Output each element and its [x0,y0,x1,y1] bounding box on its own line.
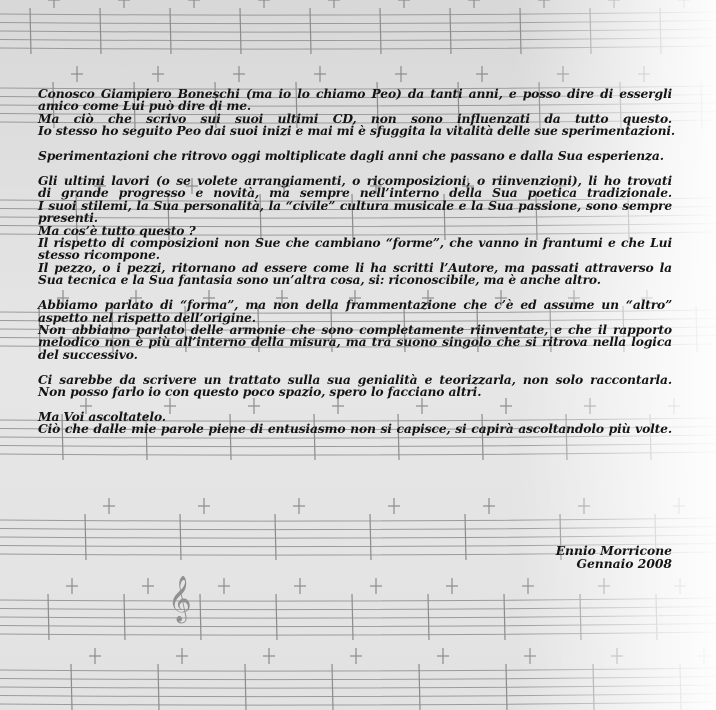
letter-body [38,86,676,448]
letter-paragraph [38,411,672,436]
letter-line: Non abbiamo parlato delle armonie che sono completamente riinventate, e che il rapporto [38,322,672,337]
letter-line: Il pezzo, o i pezzi, ritornano ad essere come li ha scritti l’Autore, ma passati attraverso la [38,259,672,275]
letter-paragraph [38,150,672,162]
letter-line: Ci sarebbe da scrivere un trattato sulla sua genialità e teorizzarla, non solo raccontarla. [38,371,672,387]
letter-line: amico come Lui può dire di me. [38,98,252,114]
letter-line: presenti. [38,210,98,226]
letter-line: Io stesso ho seguito Peo dai suoi inizi e mai mi è sfuggita la vitalità delle sue sperimentazioni. [38,123,676,139]
letter-paragraph [38,175,672,287]
letter-line: Conosco Giampiero Boneschi (ma io lo chiamo Peo) da tanti anni, e posso dire di essergli [38,86,672,101]
letter-line: Il rispetto di composizioni non Sue che cambiano “forme”, che vanno in frantumi e che Lui [38,235,672,251]
letter-line: aspetto nel rispetto dell’origine. [38,309,256,325]
letter-line: Ma ciò che scrivo sui suoi ultimi CD, non sono influenzati da tutto questo. [38,110,672,126]
letter-line: I suoi stilemi, la Sua personalità, la “civile” cultura musicale e la Sua passione, sono sempre [38,197,672,213]
letter-line: melodico non è più all’interno della misura, ma tra suono singolo che si ritrova nella logica [38,334,672,350]
letter-line: stesso ricompone. [38,247,160,263]
letter-line: Ma Voi ascoltatelo. [38,409,166,425]
letter-line: Non posso farlo io con questo poco spazio, spero lo facciano altri. [38,384,482,400]
letter-line: Gli ultimi lavori (o se volete arrangiamenti, o ricomposizioni, o riinvenzioni), li ho trovati [38,173,672,189]
signature-name: Ennio Morricone [555,543,672,558]
signature-date: Gennaio 2008 [576,556,672,571]
letter-paragraph [38,86,676,139]
letter-line: Ciò che dalle mie parole piene di entusiasmo non si capisce, si capirà ascoltandolo più volte. [38,421,672,437]
letter-line: Abbiamo parlato di “forma”, ma non della frammentazione che c’è ed assume un “altro” [38,297,672,313]
letter-paragraph [38,371,672,400]
letter-line: del successivo. [38,346,138,362]
signature-block [556,544,672,570]
letter-line: di grande progresso e novità, ma sempre nell’interno della Sua poetica tradizionale. [38,185,672,201]
letter-line: Ma cos’è tutto questo ? [38,222,196,238]
letter-line: Sperimentazioni che ritrovo oggi moltiplicate dagli anni che passano e dalla Sua esperienza. [38,148,664,164]
letter-paragraph [38,299,672,361]
letter-line: Sua tecnica e la Sua fantasia sono un’altra cosa, si: riconoscibile, ma è anche altro. [38,272,601,288]
